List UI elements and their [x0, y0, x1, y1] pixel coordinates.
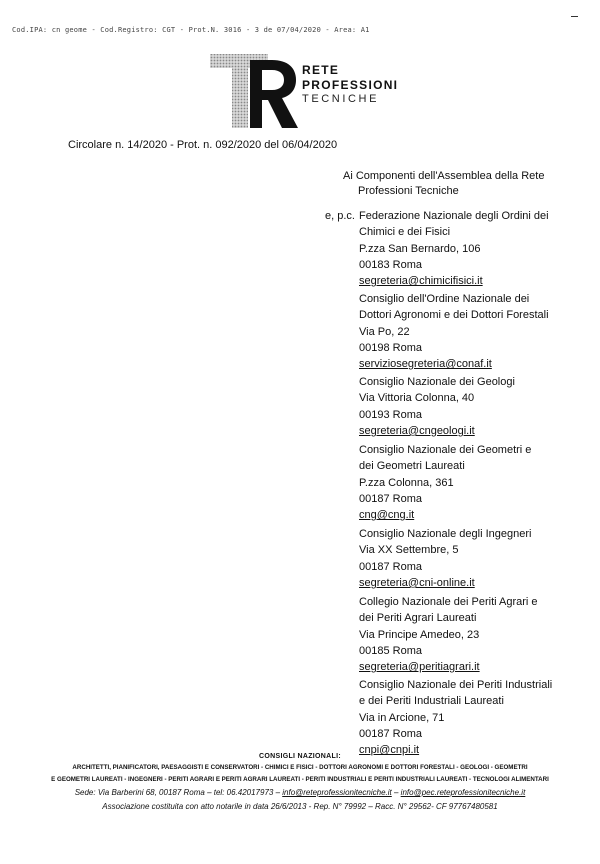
recipient-line: 00185 Roma [359, 644, 422, 657]
rete-professioni-tecniche-logo [210, 50, 400, 130]
logo-text-tecniche: TECNICHE [302, 93, 380, 105]
recipient-line: 00183 Roma [359, 258, 422, 271]
recipient-line: Via Po, 22 [359, 325, 410, 338]
recipient-line: Collegio Nazionale dei Periti Agrari e [359, 596, 538, 608]
recipient-line: Consiglio Nazionale dei Periti Industriali [359, 679, 553, 691]
recipient-line: dei Periti Agrari Laureati [359, 612, 477, 625]
recipient-line: 00187 Roma [359, 560, 422, 573]
recipient-block [359, 291, 589, 372]
recipient-block [359, 442, 589, 523]
corner-mark [571, 16, 578, 17]
recipient-line: 00187 Roma [359, 727, 422, 740]
rt-monogram-icon [210, 50, 300, 130]
footer-councils-line-1: ARCHITETTI, PIANIFICATORI, PAESAGGISTI E CONSERVATORI - CHIMICI E FISICI - DOTTORI AGRONOMI E DOTTORI FORESTALI - GEOLOGI - GEOMETRI [72, 764, 528, 771]
recipient-line: Via Principe Amedeo, 23 [359, 628, 480, 641]
recipient-email-link[interactable]: cng@cng.it [359, 509, 415, 522]
recipient-line: P.zza San Bernardo, 106 [359, 242, 481, 255]
recipient-line: 00193 Roma [359, 408, 422, 421]
footer-councils-line-2: E GEOMETRI LAUREATI - INGEGNERI - PERITI AGRARI E PERITI AGRARI LAUREATI - PERITI INDUSTRIALI E PERITI INDUSTRIALI LAUREATI - TECNOLOGI ALIMENTARI [51, 776, 549, 783]
circolare-reference: Circolare n. 14/2020 - Prot. n. 092/2020 del 06/04/2020 [68, 139, 338, 151]
recipient-email-link[interactable]: cnpi@cnpi.it [359, 744, 420, 757]
recipient-line: Via XX Settembre, 5 [359, 544, 459, 557]
recipient-line: dei Geometri Laureati [359, 460, 465, 473]
logo-text-rete: RETE [302, 63, 340, 77]
recipient-block [359, 526, 589, 591]
recipient-line: 00187 Roma [359, 492, 422, 505]
recipient-line: Dottori Agronomi e dei Dottori Forestali [359, 309, 549, 322]
footer-title: CONSIGLI NAZIONALI: [259, 753, 341, 760]
recipient-line: Chimici e dei Fisici [359, 226, 451, 239]
recipient-line: P.zza Colonna, 361 [359, 476, 454, 489]
footer-sede [0, 788, 600, 797]
addressee-line-1: Ai Componenti dell'Assemblea della Rete [343, 170, 545, 182]
recipient-line: Via Vittoria Colonna, 40 [359, 392, 475, 405]
recipient-block [359, 208, 589, 289]
footer-association: Associazione costituita con atto notarile in data 26/6/2013 - Rep. N° 79992 – Racc. N° 29562- CF 97767480581 [102, 802, 498, 811]
recipient-line: Consiglio Nazionale degli Ingegneri [359, 528, 532, 540]
recipient-email-link[interactable]: segreteria@peritiagrari.it [359, 661, 480, 674]
recipient-block [359, 374, 589, 439]
epc-label: e, p.c. [325, 210, 355, 222]
recipient-email-link[interactable]: segreteria@cngeologi.it [359, 424, 475, 437]
addressee-line-2: Professioni Tecniche [358, 185, 459, 197]
recipient-line: e dei Periti Industriali Laureati [359, 695, 504, 708]
recipient-line: Consiglio Nazionale dei Geometri e [359, 444, 532, 456]
recipient-block [359, 594, 589, 675]
footer-separator: – [391, 788, 401, 797]
recipient-line: Consiglio Nazionale dei Geologi [359, 376, 515, 388]
recipient-email-link[interactable]: serviziosegreteria@conaf.it [359, 358, 492, 371]
recipient-email-link[interactable]: segreteria@chimicifisici.it [359, 275, 483, 288]
recipient-line: Federazione Nazionale degli Ordini dei [359, 210, 549, 222]
recipient-line: Via in Arcione, 71 [359, 711, 445, 724]
logo-text-professioni: PROFESSIONI [302, 78, 399, 92]
protocol-registry-line: Cod.IPA: cn geome - Cod.Registro: CGT - Prot.N. 3016 - 3 de 07/04/2020 - Area: A1 [12, 26, 370, 34]
addressee [343, 169, 578, 199]
recipient-line: 00198 Roma [359, 341, 422, 354]
recipient-email-link[interactable]: segreteria@cni-online.it [359, 576, 475, 589]
recipient-line: Consiglio dell'Ordine Nazionale dei [359, 293, 530, 305]
recipient-block [359, 677, 589, 758]
footer-sede-text: Sede: Via Barberini 68, 00187 Roma – tel: 06.42017973 – [74, 788, 283, 797]
footer-email-link[interactable]: info@reteprofessionitecniche.it [282, 788, 392, 797]
footer-pec-email-link[interactable]: info@pec.reteprofessionitecniche.it [400, 788, 526, 797]
